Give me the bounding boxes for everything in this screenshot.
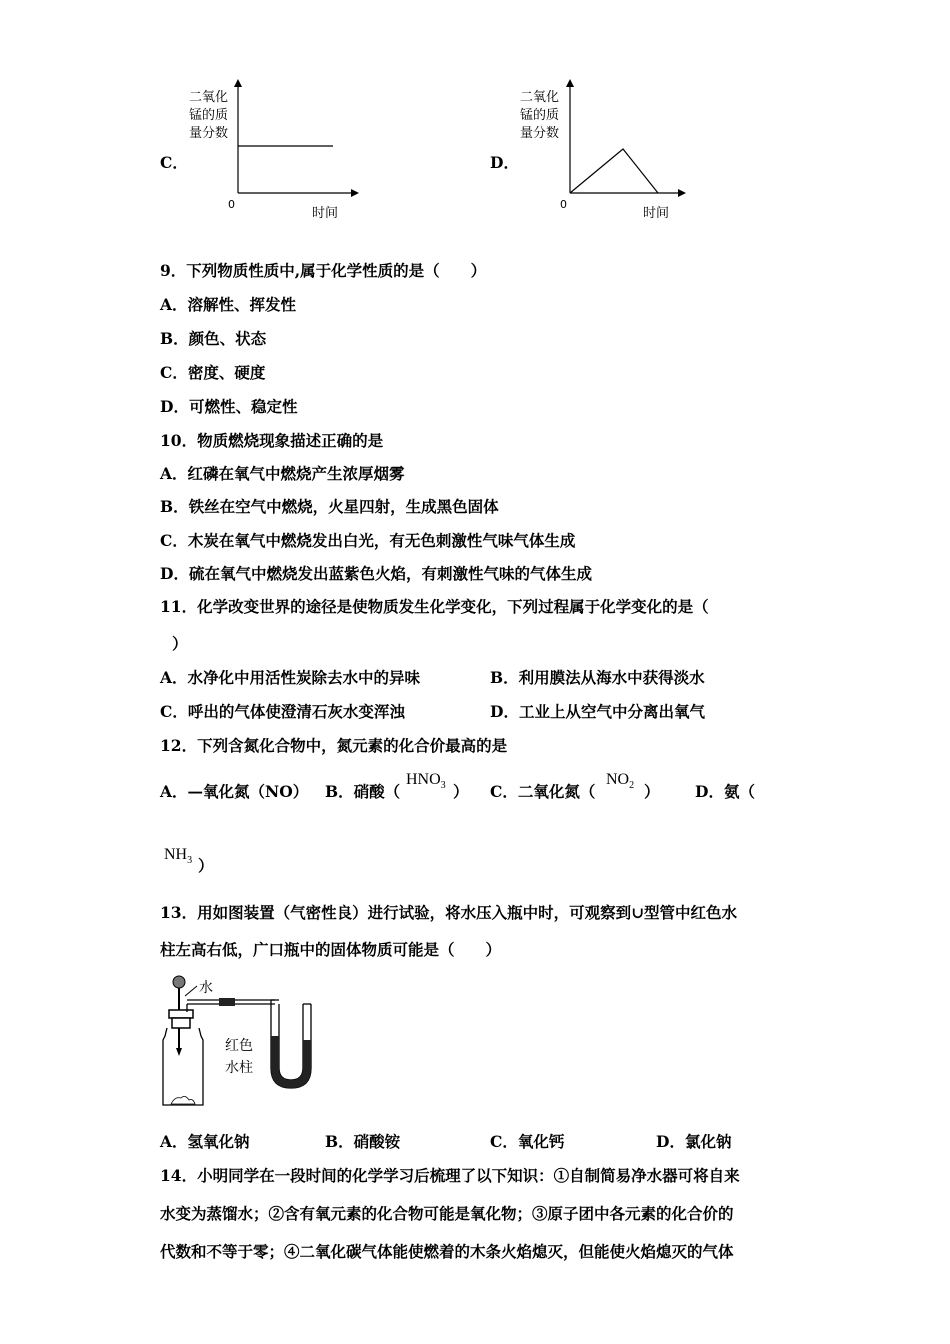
q12-option-b-prefix: B．硝酸（ <box>325 782 401 801</box>
q9-option-c: C．密度、硬度 <box>160 363 266 382</box>
q14-line-3: 代数和不等于零；④二氧化碳气体能使燃着的木条火焰熄灭，但能使火焰熄灭的气体 <box>160 1242 734 1261</box>
q9-option-b: B．颜色、状态 <box>160 329 267 348</box>
graph-d-xlabel: 时间 <box>643 206 670 221</box>
q12-option-d-suffix: ） <box>198 856 214 875</box>
q10-stem: 10．物质燃烧现象描述正确的是 <box>160 431 384 450</box>
q13-stem-line2: 柱左高右低，广口瓶中的固体物质可能是（ ） <box>160 940 502 959</box>
q14-line-2: 水变为蒸馏水；②含有氧元素的化合物可能是氧化物；③原子团中各元素的化合价的 <box>160 1204 734 1223</box>
graph-d-line <box>570 149 658 193</box>
q9-option-d: D．可燃性、稳定性 <box>160 397 298 416</box>
q11-option-a: A．水净化中用活性炭除去水中的异味 <box>160 668 421 687</box>
graph-d-ylabel-2: 锰的质 <box>520 108 560 123</box>
graph-d-ylabel-1: 二氧化 <box>520 90 560 105</box>
q13-stem-line1: 13．用如图装置（气密性良）进行试验，将水压入瓶中时，可观察到∪型管中红色水 <box>160 903 738 922</box>
graph-c-label: C． <box>160 153 188 172</box>
q12-option-b-suffix: ） <box>453 782 469 801</box>
q11-option-b: B．利用膜法从海水中获得淡水 <box>490 668 705 687</box>
q13-figure-label-water: 水 <box>199 980 213 996</box>
graph-d-origin: 0 <box>560 198 567 211</box>
graph-c-ylabel-1: 二氧化 <box>189 90 229 105</box>
q13-figure-label-red-2: 水柱 <box>225 1060 253 1076</box>
q10-option-b: B．铁丝在空气中燃烧，火星四射，生成黑色固体 <box>160 497 499 516</box>
q14-line-1: 14．小明同学在一段时间的化学学习后梳理了以下知识：①自制简易净水器可将自来 <box>160 1166 740 1185</box>
q13-figure-label-red-1: 红色 <box>225 1038 253 1054</box>
graph-d-plot <box>490 75 710 225</box>
graph-d-label: D． <box>490 153 519 172</box>
q10-option-d: D．硫在氧气中燃烧发出蓝紫色火焰，有刺激性气味的气体生成 <box>160 564 592 583</box>
q11-option-c: C．呼出的气体使澄清石灰水变浑浊 <box>160 702 405 721</box>
q12-option-a: A．—氧化氮（NO） <box>160 782 309 801</box>
q11-stem-line2: ） <box>172 634 188 653</box>
q12-option-c-formula: $NO_2$ <box>606 771 635 792</box>
q13-option-b: B．硝酸铵 <box>325 1132 401 1151</box>
q12-option-c-prefix: C．二氧化氮（ <box>490 782 596 801</box>
graph-c-xlabel: 时间 <box>312 206 339 221</box>
q12-option-d-formula: $NH_3$ <box>164 846 193 867</box>
q11-option-d: D．工业上从空气中分离出氧气 <box>490 702 705 721</box>
q12-stem: 12．下列含氮化合物中，氮元素的化合价最高的是 <box>160 736 508 755</box>
q9-stem: 9．下列物质性质中,属于化学性质的是（ ） <box>160 261 487 280</box>
graph-d <box>490 75 710 225</box>
q12-option-d-prefix: D．氨（ <box>695 782 755 801</box>
q11-stem-line1: 11．化学改变世界的途径是使物质发生化学变化，下列过程属于化学变化的是（ <box>160 597 709 616</box>
q13-apparatus-figure <box>155 968 335 1113</box>
graph-d-ylabel-3: 量分数 <box>520 126 560 141</box>
q13-option-c: C．氧化钙 <box>490 1132 565 1151</box>
q10-option-a: A．红磷在氧气中燃烧产生浓厚烟雾 <box>160 464 405 483</box>
q10-option-c: C．木炭在氧气中燃烧发出白光，有无色刺激性气味气体生成 <box>160 531 576 550</box>
q13-option-a: A．氢氧化钠 <box>160 1132 250 1151</box>
q12-option-c-suffix: ） <box>644 782 660 801</box>
graph-c-ylabel-2: 锰的质 <box>189 108 229 123</box>
graph-c-origin: 0 <box>228 198 235 211</box>
q13-apparatus-svg <box>155 968 335 1113</box>
graph-c-plot <box>160 75 380 225</box>
graph-c <box>160 75 380 225</box>
q12-option-b-formula: $HNO_3$ <box>406 771 446 792</box>
q9-option-a: A．溶解性、挥发性 <box>160 295 297 314</box>
q13-option-d: D．氯化钠 <box>656 1132 732 1151</box>
graph-c-ylabel-3: 量分数 <box>189 126 229 141</box>
